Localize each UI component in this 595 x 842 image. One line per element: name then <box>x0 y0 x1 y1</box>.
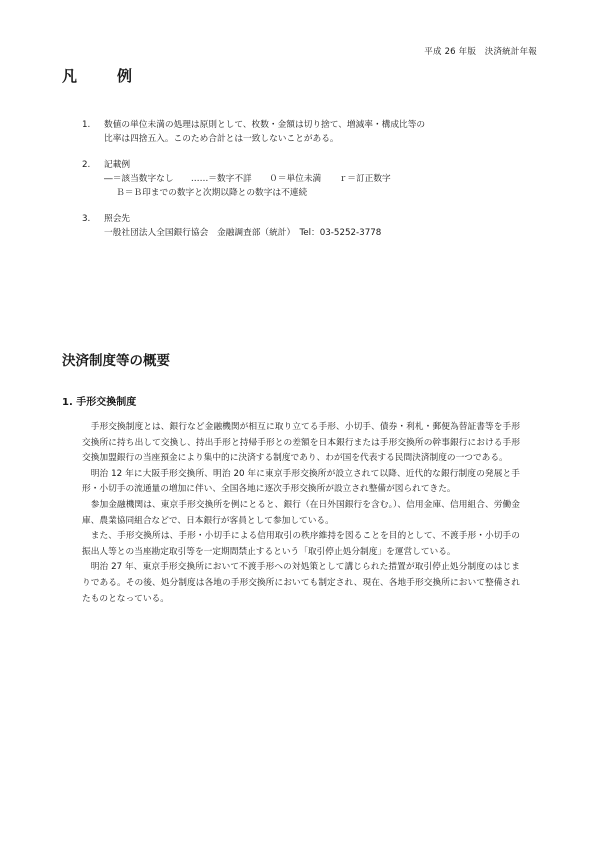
section-subtitle: 1. 手形交換制度 <box>62 397 137 408</box>
legend-item-number: 3. <box>82 214 91 224</box>
legend-item-text: 一般社団法人全国銀行協会 金融調査部（統計） Tel：03-5252-3778 <box>104 228 382 238</box>
legend-item-text: 数値の単位未満の処理は原則として、枚数・金額は切り捨て、増減率・構成比等の <box>104 120 426 130</box>
legend-item-heading: 照会先 <box>104 214 131 224</box>
legend-item <box>82 118 522 146</box>
legend-item-text: ―＝該当数字なし ……＝数字不詳 ０＝単位未満 ｒ＝訂正数字 <box>104 174 391 184</box>
body-paragraph: 明治 12 年に大阪手形交換所、明治 20 年に東京手形交換所が設立されて以降、近代的な銀行制度の発展と手形・小切手の流通量の増加に伴い、全国各地に逐次手形交換所が設立され整備が図られてきた。 <box>82 468 520 495</box>
legend-title: 凡例 <box>62 67 173 85</box>
legend-item <box>82 158 522 200</box>
legend-item-number: 1. <box>82 120 91 130</box>
page-header: 平成 26 年版 決済統計年報 <box>424 47 537 57</box>
legend-item-text: 比率は四捨五入。このため合計とは一致しないことがある。 <box>104 134 339 144</box>
body-paragraph: 明治 27 年、東京手形交換所において不渡手形への対処策として講じられた措置が取引停止処分制度のはじまりである。その後、処分制度は各地の手形交換所においても制定され、現在、各地手形交換所において整備されたものとなっている。 <box>82 562 520 604</box>
body-paragraph: 手形交換制度とは、銀行など金融機関が相互に取り立てる手形、小切手、債券・利札・郵便為替証書等を手形交換所に持ち出して交換し、持出手形と持帰手形との差額を日本銀行または手形交換所の幹事銀行における手形交換加盟銀行の当座預金により集中的に決済する制度であり、わが国を代表する民間決済制度の一つである。 <box>82 422 520 464</box>
body-paragraph: また、手形交換所は、手形・小切手による信用取引の秩序維持を図ることを目的として、不渡手形・小切手の振出人等との当座勘定取引等を一定期間禁止するという「取引停止処分制度」を運営している。 <box>82 531 520 557</box>
section-title: 決済制度等の概要 <box>62 353 170 369</box>
section-body <box>82 420 520 607</box>
body-paragraph: 参加金融機関は、東京手形交換所を例にとると、銀行（在日外国銀行を含む。）、信用金庫、信用組合、労働金庫、農業協同組合などで、日本銀行が客員として参加している。 <box>82 499 520 526</box>
legend-item <box>82 212 522 240</box>
legend-item-text: Ｂ＝Ｂ印までの数字と次期以降との数字は不連続 <box>116 188 308 198</box>
legend-item-heading: 記載例 <box>104 160 131 170</box>
legend-list <box>82 118 522 252</box>
legend-item-number: 2. <box>82 160 91 170</box>
